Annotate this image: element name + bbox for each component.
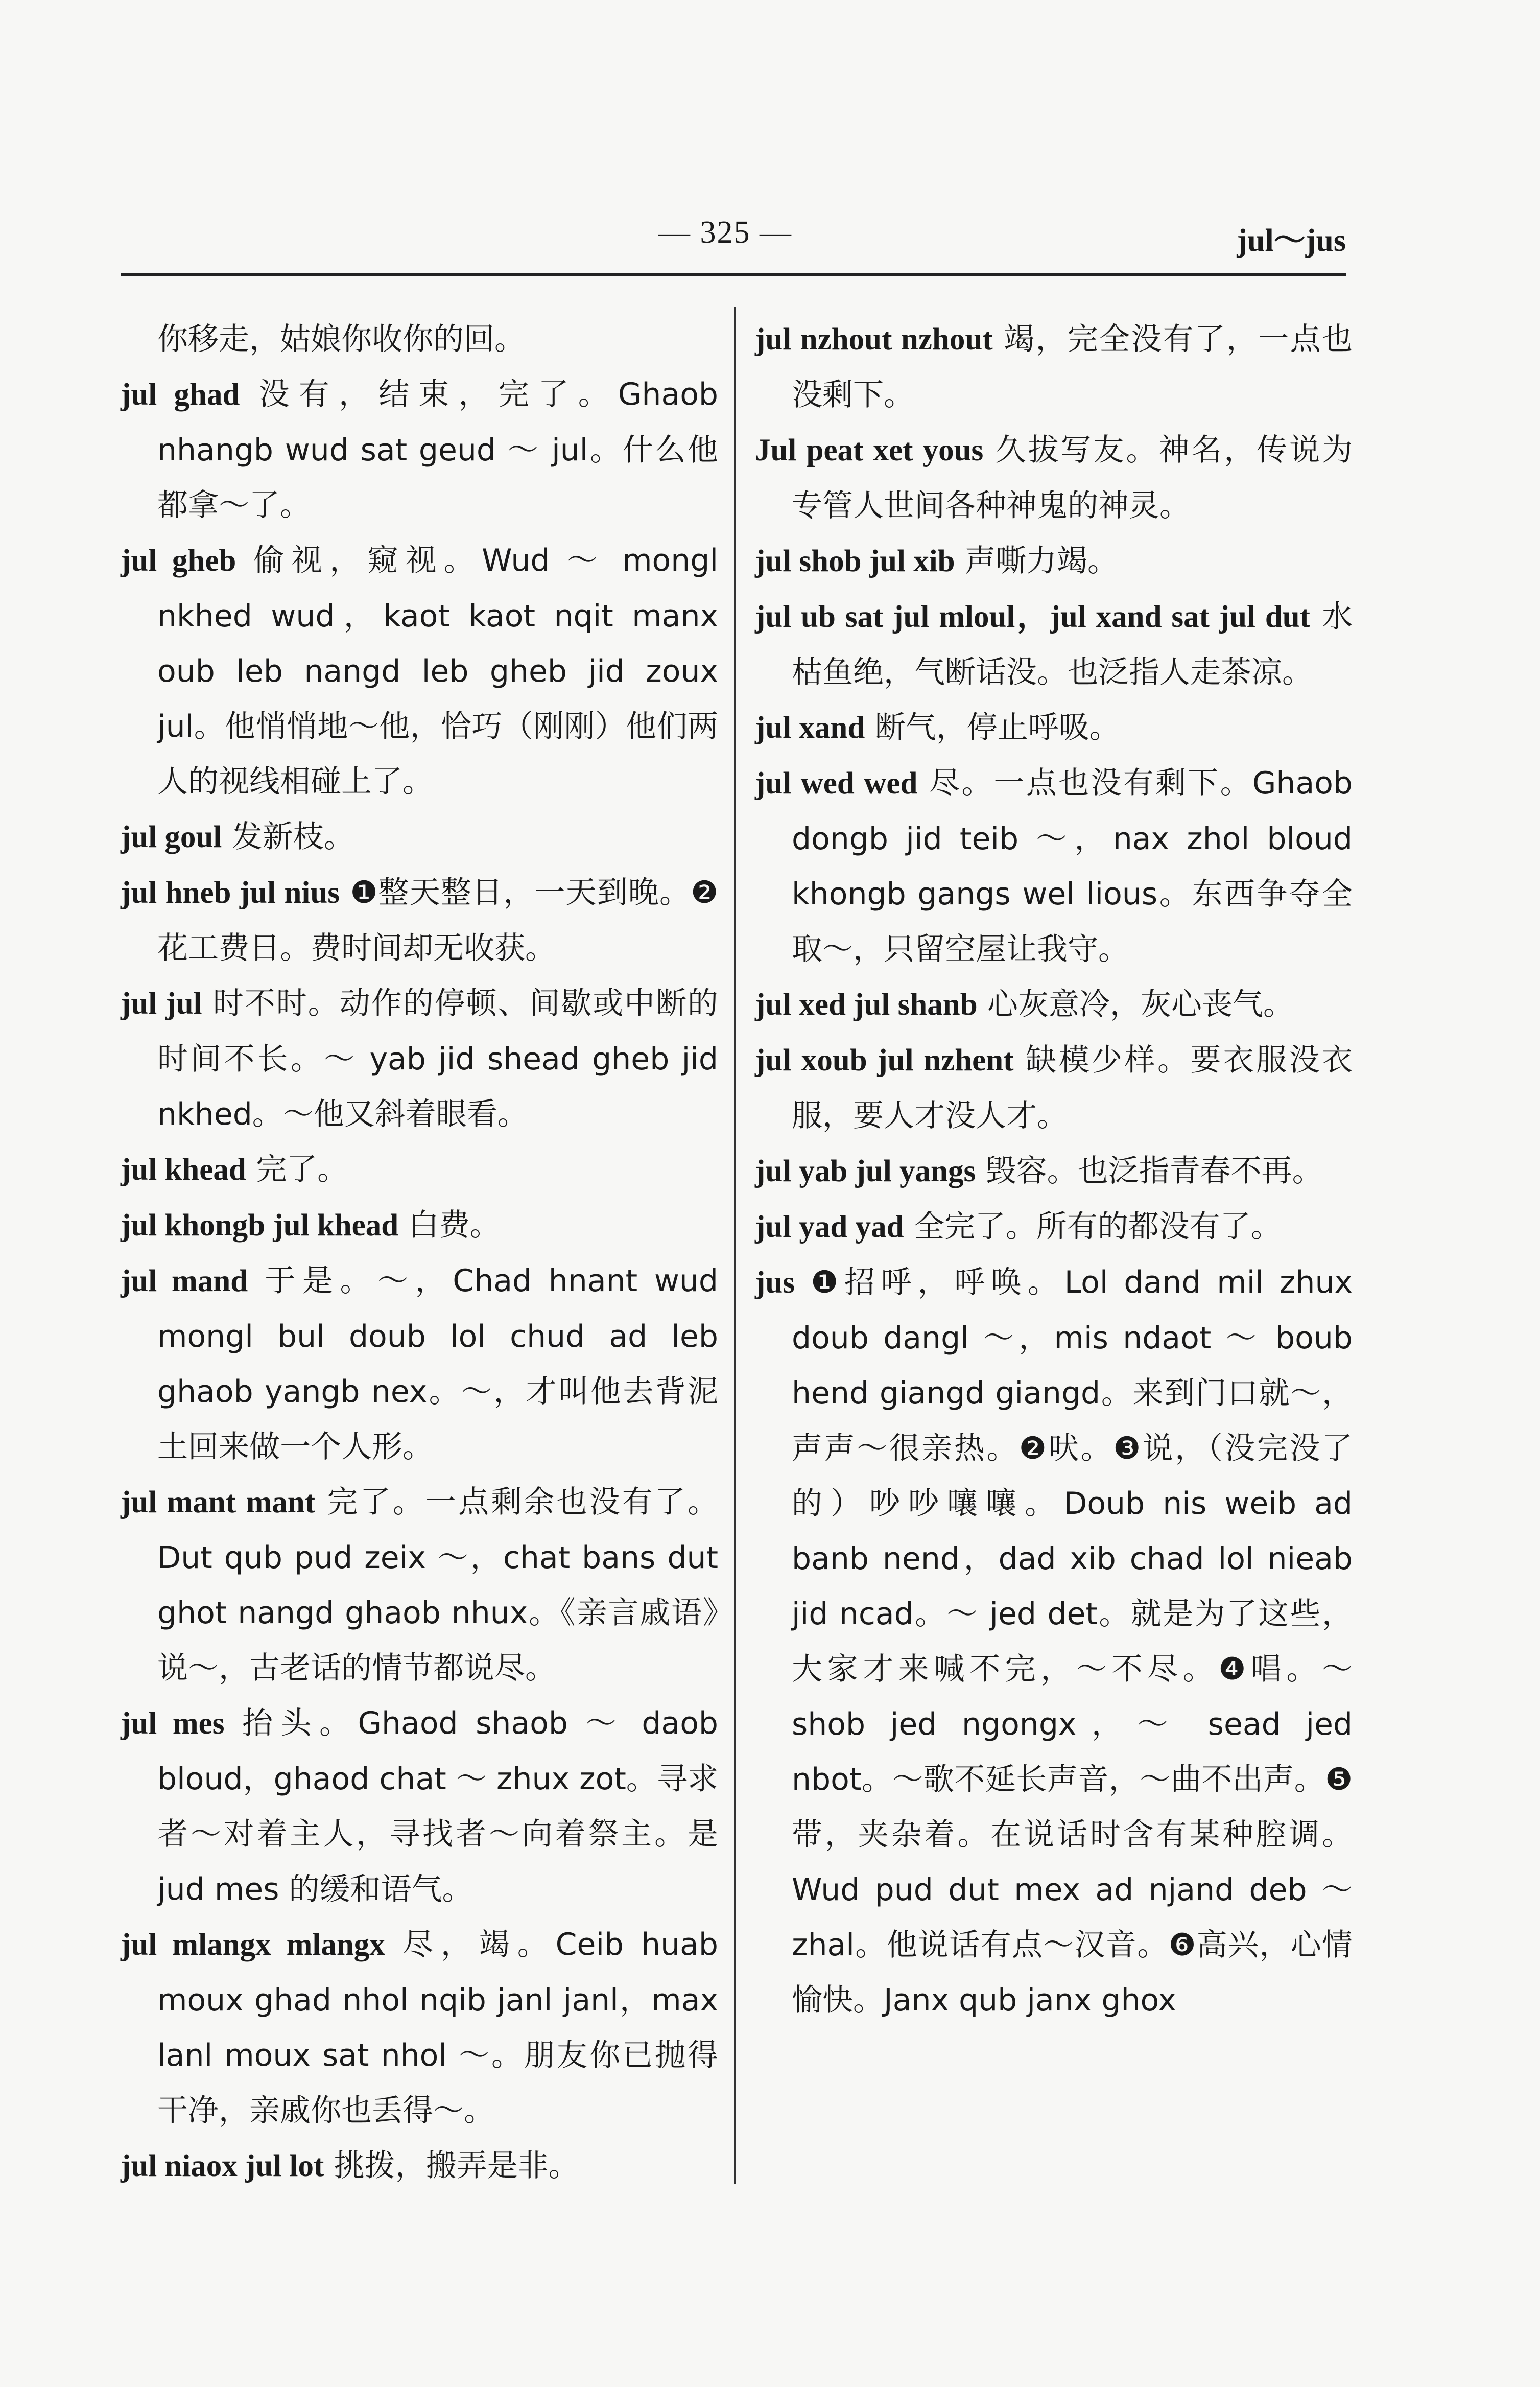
entry-definition: 竭，完全没有了，一点也没剩下。 (792, 321, 1353, 413)
entry-headword: jul jul (121, 987, 202, 1021)
column-divider (734, 307, 736, 2184)
entry-headword: jul mant mant (121, 1485, 316, 1519)
entry-definition: 发新枝。 (231, 819, 354, 855)
dictionary-entry (121, 865, 718, 976)
entry-headword: jul gheb (121, 544, 236, 578)
running-head: jul～jus (1237, 223, 1346, 258)
entry-headword: jul shob jul xib (755, 544, 955, 578)
entry-definition: 于是。～，Chad hnant wud mongl bul doub lol chud ad leb ghaob yangb nex。～，才叫他去背泥土回来做一个人形。 (157, 1263, 719, 1465)
entry-headword: jul ub sat jul mloul，jul xand sat jul dut (755, 600, 1310, 634)
entry-definition: ❶招呼，呼唤。Lol dand mil zhux doub dangl ～，mis ndaot ～ boub hend giangd giangd。来到门口就～，声声～很亲热。❷吠。❸说，（没完没了的）吵吵嚷嚷。Doub nis weib ad banb nend，dad xib chad lol nieab jid ncad。～ jed det。就是为了这些，大家才来喊不完，～不尽。❹唱。～ shob jed ngongx，～ sead jed nbot。～歌不延长声音，～曲不出声。❺带，夹杂着。在说话时含有某种腔调。Wud pud dut mex ad njand deb ～ zhal。他说话有点～汉音。❻高兴，心情愉快。Janx qub janx ghox (792, 1265, 1353, 2018)
dictionary-entry (121, 533, 718, 809)
entry-definition: 缺模少样。要衣服没衣服，要人才没人才。 (792, 1042, 1353, 1134)
entry-headword: jul mes (121, 1706, 225, 1741)
entry-definition: 完了。一点剩余也没有了。Dut qub pud zeix ～，chat bans dut ghot nangd ghaob nhux。《亲言戚语》说～，古老话的情节都说尽。 (157, 1484, 719, 1686)
dictionary-entry (121, 312, 718, 367)
entry-definition: 你移走，姑娘你收你的回。 (157, 321, 525, 357)
entry-definition: 挑拨，搬弄是非。 (334, 2148, 579, 2184)
entry-definition: 毁容。也泛指青春不再。 (985, 1153, 1323, 1189)
entry-headword: jul goul (121, 820, 222, 854)
dictionary-entry (121, 809, 718, 865)
entry-headword: jul ghad (121, 378, 240, 412)
entry-headword: jul khead (121, 1153, 246, 1187)
right-column (755, 312, 1353, 2028)
entry-definition: 偷视，窥视。Wud ～ mongl nkhed wud，kaot kaot nqit manx oub leb nangd leb gheb jid zoux jul。他悄悄地～他，恰巧（刚刚）他们两人的视线相碰上了。 (157, 543, 719, 800)
dictionary-entry (755, 589, 1353, 700)
left-column (121, 312, 718, 2194)
dictionary-entry (755, 1033, 1353, 1143)
entry-headword: jul yab jul yangs (755, 1154, 976, 1188)
dictionary-entry (121, 976, 718, 1142)
entry-definition: 抬头。Ghaod shaob ～ daob bloud，ghaod chat ～ zhux zot。寻求者～对着主人，寻找者～向着祭主。是 jud mes 的缓和语气。 (157, 1705, 718, 1907)
entry-definition: 全完了。所有的都没有了。 (913, 1209, 1282, 1245)
entry-headword: jul yad yad (755, 1210, 904, 1244)
entry-headword: jul nzhout nzhout (755, 322, 993, 357)
dictionary-entry (121, 367, 718, 533)
entry-definition: ❶整天整日，一天到晚。❷花工费日。费时间却无收获。 (157, 875, 719, 966)
entry-headword: jul khongb jul khead (121, 1208, 399, 1243)
header-rule (121, 273, 1346, 276)
entry-definition: 尽，竭。Ceib huab moux ghad nhol nqib janl janl，max lanl moux sat nhol ～。朋友你已抛得干净，亲戚你也丢得～。 (157, 1927, 718, 2128)
page-number: — 325 — (658, 215, 792, 250)
entry-definition: 久拔写友。神名，传说为专管人世间各种神鬼的神灵。 (792, 432, 1353, 524)
entry-headword: Jul peat xet yous (755, 433, 984, 467)
entry-definition: 时不时。动作的停顿、间歇或中断的时间不长。～ yab jid shead gheb jid nkhed。～他又斜着眼看。 (157, 986, 719, 1132)
dictionary-entry (121, 1198, 718, 1253)
entry-headword: jul hneb jul nius (121, 876, 340, 910)
dictionary-entry (755, 756, 1353, 977)
dictionary-entry (755, 533, 1353, 589)
entry-definition: 断气，停止呼吸。 (874, 710, 1120, 745)
dictionary-entry (755, 1143, 1353, 1199)
page-header (0, 0, 1540, 286)
entry-definition: 水枯鱼绝，气断话没。也泛指人走茶凉。 (792, 599, 1353, 690)
dictionary-entry (755, 1255, 1353, 2028)
entry-definition: 心灰意冷，灰心丧气。 (987, 987, 1294, 1022)
dictionary-entry (121, 1475, 718, 1696)
entry-headword: jul xand (755, 711, 865, 745)
entry-headword: jul mlangx mlangx (121, 1928, 385, 1962)
dictionary-entry (121, 1917, 718, 2138)
dictionary-entry (755, 312, 1353, 423)
entry-definition: 完了。 (256, 1152, 348, 1187)
entry-headword: jul xed jul shanb (755, 988, 978, 1022)
entry-definition: 声嘶力竭。 (964, 543, 1118, 579)
dictionary-entry (121, 1696, 718, 1917)
dictionary-entry (121, 1142, 718, 1198)
entry-headword: jul wed wed (755, 766, 918, 801)
entry-definition: 尽。一点也没有剩下。Ghaob dongb jid teib ～，nax zhol bloud khongb gangs wel lious。东西争夺全取～，只留空屋让我守。 (792, 765, 1353, 967)
entry-headword: jul mand (121, 1264, 248, 1298)
dictionary-entry (121, 1253, 718, 1475)
dictionary-entry (755, 977, 1353, 1033)
entry-definition: 白费。 (408, 1207, 501, 1243)
dictionary-entry (755, 423, 1353, 533)
dictionary-entry (755, 700, 1353, 756)
entry-headword: jus (755, 1266, 795, 1300)
dictionary-entry (121, 2138, 718, 2194)
entry-headword: jul niaox jul lot (121, 2149, 324, 2183)
dictionary-entry (755, 1199, 1353, 1255)
entry-definition: 没有，结束，完了。Ghaob nhangb wud sat geud ～ jul。什么他都拿～了。 (157, 377, 719, 523)
entry-headword: jul xoub jul nzhent (755, 1043, 1014, 1078)
